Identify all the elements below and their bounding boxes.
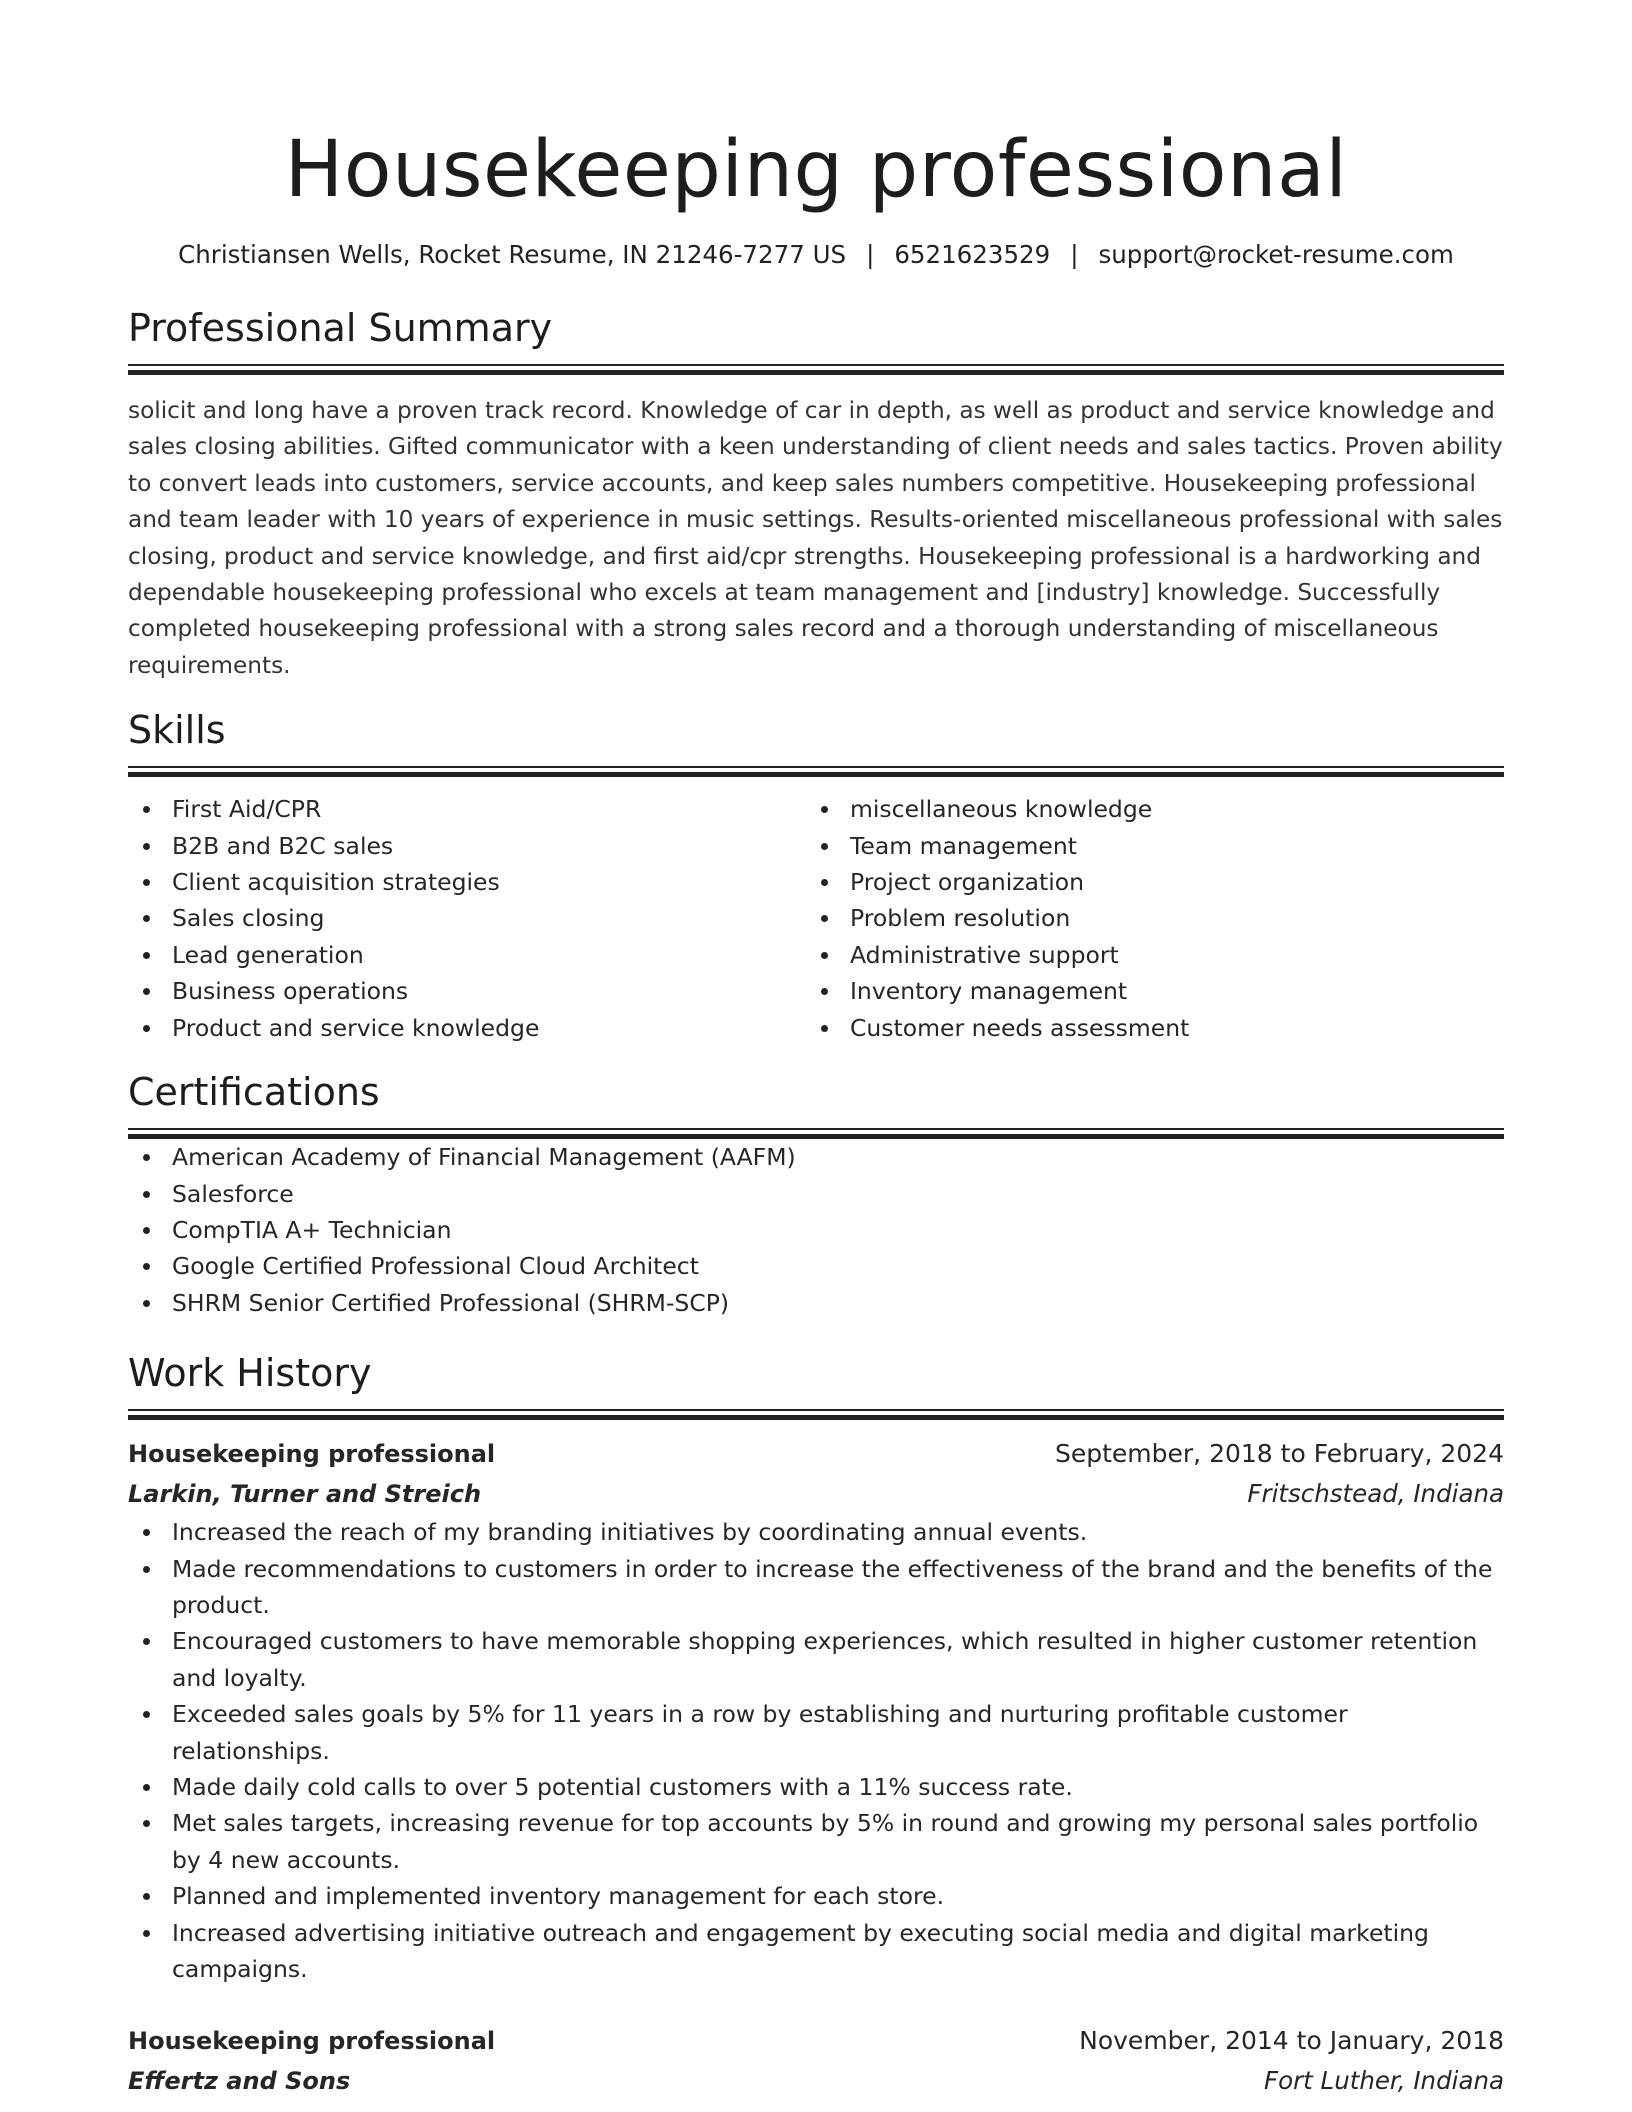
job-entry (128, 1434, 1504, 1987)
job-duties-list (128, 1514, 1504, 1987)
skill-item: miscellaneous knowledge (806, 791, 1484, 827)
section-divider (128, 766, 1504, 777)
job-duty-item: Increased the reach of my branding initiatives by coordinating annual events. (128, 1514, 1504, 1550)
job-dates: November, 2014 to January, 2018 (1079, 2026, 1504, 2056)
skill-item: B2B and B2C sales (128, 828, 806, 864)
contact-email: support@rocket-resume.com (1098, 240, 1454, 269)
job-header-row (128, 1434, 1504, 1474)
job-company: Effertz and Sons (128, 2067, 351, 2096)
certifications-section (128, 1070, 1504, 1321)
skills-list-right (806, 791, 1484, 1046)
job-duty-item: Encouraged customers to have memorable shopping experiences, which resulted in higher customer retention and loyalty. (128, 1623, 1504, 1696)
job-title: Housekeeping professional (128, 1440, 496, 1469)
job-entry (128, 2021, 1504, 2101)
skills-grid (128, 791, 1504, 1046)
resume-page (128, 0, 1504, 2101)
contact-line (128, 238, 1504, 272)
section-divider (128, 364, 1504, 375)
job-duty-item: Exceeded sales goals by 5% for 11 years in a row by establishing and nurturing profitable customer relationships. (128, 1696, 1504, 1769)
summary-heading: Professional Summary (128, 306, 553, 350)
summary-section (128, 306, 1504, 684)
certification-item: Google Certified Professional Cloud Architect (128, 1248, 1504, 1284)
skill-item: Administrative support (806, 937, 1484, 973)
certification-item: American Academy of Financial Management (AAFM) (128, 1139, 1504, 1175)
job-duty-item: Made recommendations to customers in order to increase the effectiveness of the brand and the benefits of the product. (128, 1551, 1504, 1624)
certifications-list (128, 1139, 1504, 1321)
job-duty-item: Made daily cold calls to over 5 potential customers with a 11% success rate. (128, 1769, 1504, 1805)
skill-item: Team management (806, 828, 1484, 864)
skill-item: Project organization (806, 864, 1484, 900)
certifications-heading: Certifications (128, 1070, 380, 1115)
job-duty-item: Planned and implemented inventory management for each store. (128, 1878, 1504, 1914)
work-history-heading: Work History (128, 1351, 372, 1396)
summary-text: solicit and long have a proven track record. Knowledge of car in depth, as well as product and service knowledge and sales closing abilities. Gifted communicator with a keen understanding of client needs and sales tactics. Proven ability to convert leads into customers, service accounts, and keep sales numbers competitive. Housekeeping professional and team leader with 10 years of experience in music settings. Results-oriented miscellaneous professional with sales closing, product and service knowledge, and first aid/cpr strengths. Housekeeping professional is a hardworking and dependable housekeeping professional who excels at team management and [industry] knowledge. Successfully completed housekeeping professional with a strong sales record and a thorough understanding of miscellaneous requirements. (128, 397, 1503, 679)
work-history-section (128, 1351, 1504, 2101)
section-divider (128, 1128, 1504, 1139)
job-company: Larkin, Turner and Streich (128, 1480, 482, 1509)
skill-item: Sales closing (128, 900, 806, 936)
job-location: Fort Luther, Indiana (1264, 2066, 1504, 2096)
job-location: Fritschstead, Indiana (1247, 1479, 1504, 1509)
resume-title: Housekeeping professional (284, 125, 1348, 215)
skills-section (128, 708, 1504, 1046)
job-dates: September, 2018 to February, 2024 (1055, 1439, 1504, 1469)
job-subheader-row (128, 1474, 1504, 1514)
job-duty-item: Met sales targets, increasing revenue for top accounts by 5% in round and growing my personal sales portfolio by 4 new accounts. (128, 1805, 1504, 1878)
skill-item: First Aid/CPR (128, 791, 806, 827)
skills-heading: Skills (128, 708, 226, 753)
skill-item: Business operations (128, 973, 806, 1009)
job-duty-item: Increased advertising initiative outreach and engagement by executing social media and digital marketing campaigns. (128, 1915, 1504, 1988)
skills-list-left (128, 791, 806, 1046)
job-title: Housekeeping professional (128, 2027, 496, 2056)
section-divider (128, 1409, 1504, 1420)
contact-address: Christiansen Wells, Rocket Resume, IN 21246-7277 US (178, 240, 847, 269)
skill-item: Problem resolution (806, 900, 1484, 936)
certification-item: CompTIA A+ Technician (128, 1212, 1504, 1248)
skill-item: Product and service knowledge (128, 1010, 806, 1046)
certification-item: SHRM Senior Certified Professional (SHRM-SCP) (128, 1285, 1504, 1321)
job-header-row (128, 2021, 1504, 2061)
skill-item: Client acquisition strategies (128, 864, 806, 900)
skill-item: Inventory management (806, 973, 1484, 1009)
contact-separator: | (1070, 240, 1079, 269)
skill-item: Lead generation (128, 937, 806, 973)
skill-item: Customer needs assessment (806, 1010, 1484, 1046)
contact-phone: 6521623529 (894, 240, 1051, 269)
certification-item: Salesforce (128, 1176, 1504, 1212)
contact-separator: | (866, 240, 875, 269)
job-subheader-row (128, 2061, 1504, 2101)
